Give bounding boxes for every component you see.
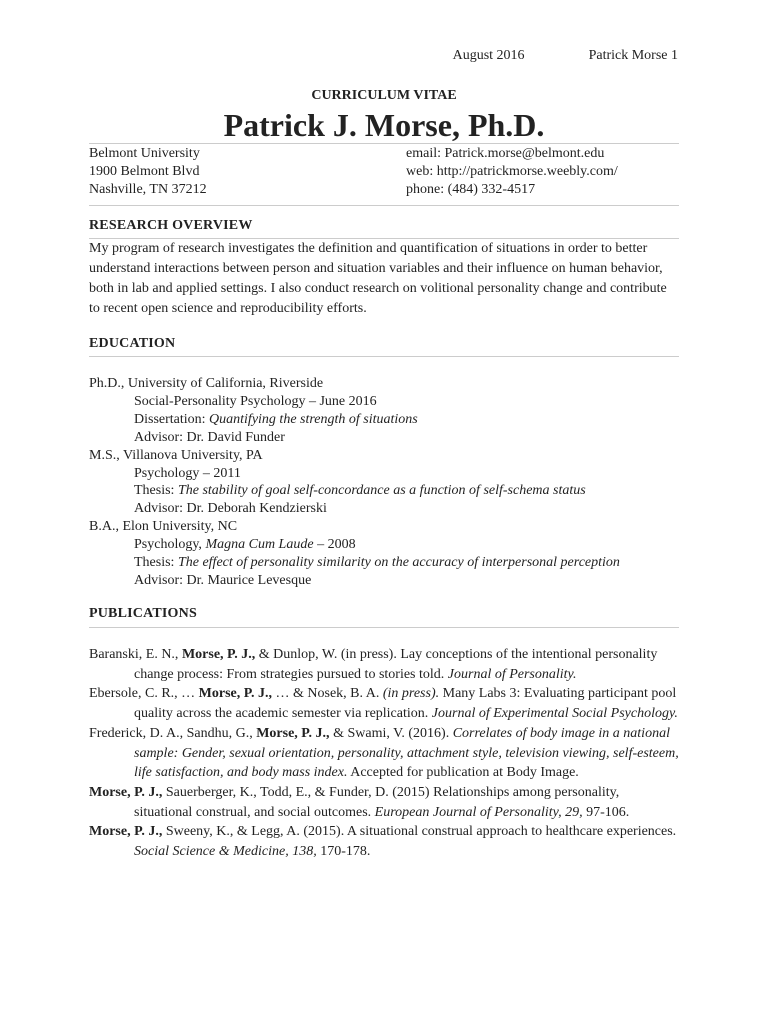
divider	[89, 143, 679, 144]
publication-entry: Baranski, E. N., Morse, P. J., & Dunlop, W. (in press). Lay conceptions of the intentional personality change process: From strategies pursued to stories told. Journal of Personality.	[89, 647, 658, 682]
publication-entry: Frederick, D. A., Sandhu, G., Morse, P. J., & Swami, V. (2016). Correlates of body image in a national sample: Gender, sexual orientation, personality, attachment style, television viewing, self-esteem, life satisfaction, and body mass index. Accepted for publication at Body Image.	[89, 725, 679, 781]
publication-entry: Ebersole, C. R., … Morse, P. J., … & Nosek, B. A. (in press). Many Labs 3: Evaluating participant pool quality across the academic semester via replication. Journal of Experimental Social Psychology.	[89, 686, 678, 722]
header-date: August 2016	[452, 48, 525, 63]
header-page-label: Patrick Morse 1	[588, 48, 678, 63]
divider	[89, 627, 679, 628]
address-line: 1900 Belmont Blvd	[89, 164, 200, 179]
divider	[89, 205, 679, 206]
section-heading-publications: PUBLICATIONS	[89, 606, 197, 621]
divider	[89, 356, 679, 357]
section-heading-education: EDUCATION	[89, 336, 176, 351]
address-line: Belmont University	[89, 146, 200, 161]
thesis: Thesis: The stability of goal self-concordance as a function of self-schema status	[134, 483, 586, 499]
education-list	[89, 375, 620, 590]
page-header	[389, 48, 678, 64]
dissertation: Dissertation: Quantifying the strength of situations	[134, 411, 418, 427]
section-heading-research: RESEARCH OVERVIEW	[89, 218, 253, 233]
thesis: Thesis: The effect of personality similarity on the accuracy of interpersonal perception	[134, 555, 620, 571]
contact-info	[406, 145, 618, 199]
degree: B.A., Elon University, NC	[89, 519, 238, 535]
degree: Ph.D., University of California, Riverside	[89, 376, 324, 391]
degree-field: Social-Personality Psychology – June 2016	[134, 393, 377, 409]
email[interactable]: email: Patrick.morse@belmont.edu	[406, 146, 605, 161]
degree-field: Psychology, Magna Cum Laude – 2008	[134, 537, 356, 553]
website-link[interactable]: web: http://patrickmorse.weebly.com/	[406, 164, 618, 179]
degree-field: Psychology – 2011	[134, 465, 241, 481]
advisor: Advisor: Dr. Maurice Levesque	[134, 572, 312, 588]
document-title: CURRICULUM VITAE	[311, 88, 457, 103]
author-name: Patrick J. Morse, Ph.D.	[223, 107, 545, 143]
degree: M.S., Villanova University, PA	[89, 447, 263, 463]
advisor: Advisor: Dr. David Funder	[134, 429, 285, 445]
publications-list	[89, 645, 679, 862]
phone: phone: (484) 332-4517	[406, 182, 536, 197]
address-line: Nashville, TN 37212	[89, 182, 207, 197]
publication-entry: Morse, P. J., Sweeny, K., & Legg, A. (2015). A situational construal approach to healthcare experiences. Social Science & Medicine, 138, 170-178.	[89, 824, 677, 860]
research-overview-text: My program of research investigates the definition and quantification of situations in order to better understand interactions between person and situation variables and their influence on human behavior, both in lab and applied settings. I also conduct research on volitional personality change and contribute to recent open science and reproducibility efforts.	[89, 241, 667, 316]
advisor: Advisor: Dr. Deborah Kendzierski	[134, 501, 327, 517]
publication-entry: Morse, P. J., Sauerberger, K., Todd, E., & Funder, D. (2015) Relationships among personality, situational construal, and social outcomes. European Journal of Personality, 29, 97-106.	[89, 784, 630, 820]
address	[89, 145, 207, 199]
